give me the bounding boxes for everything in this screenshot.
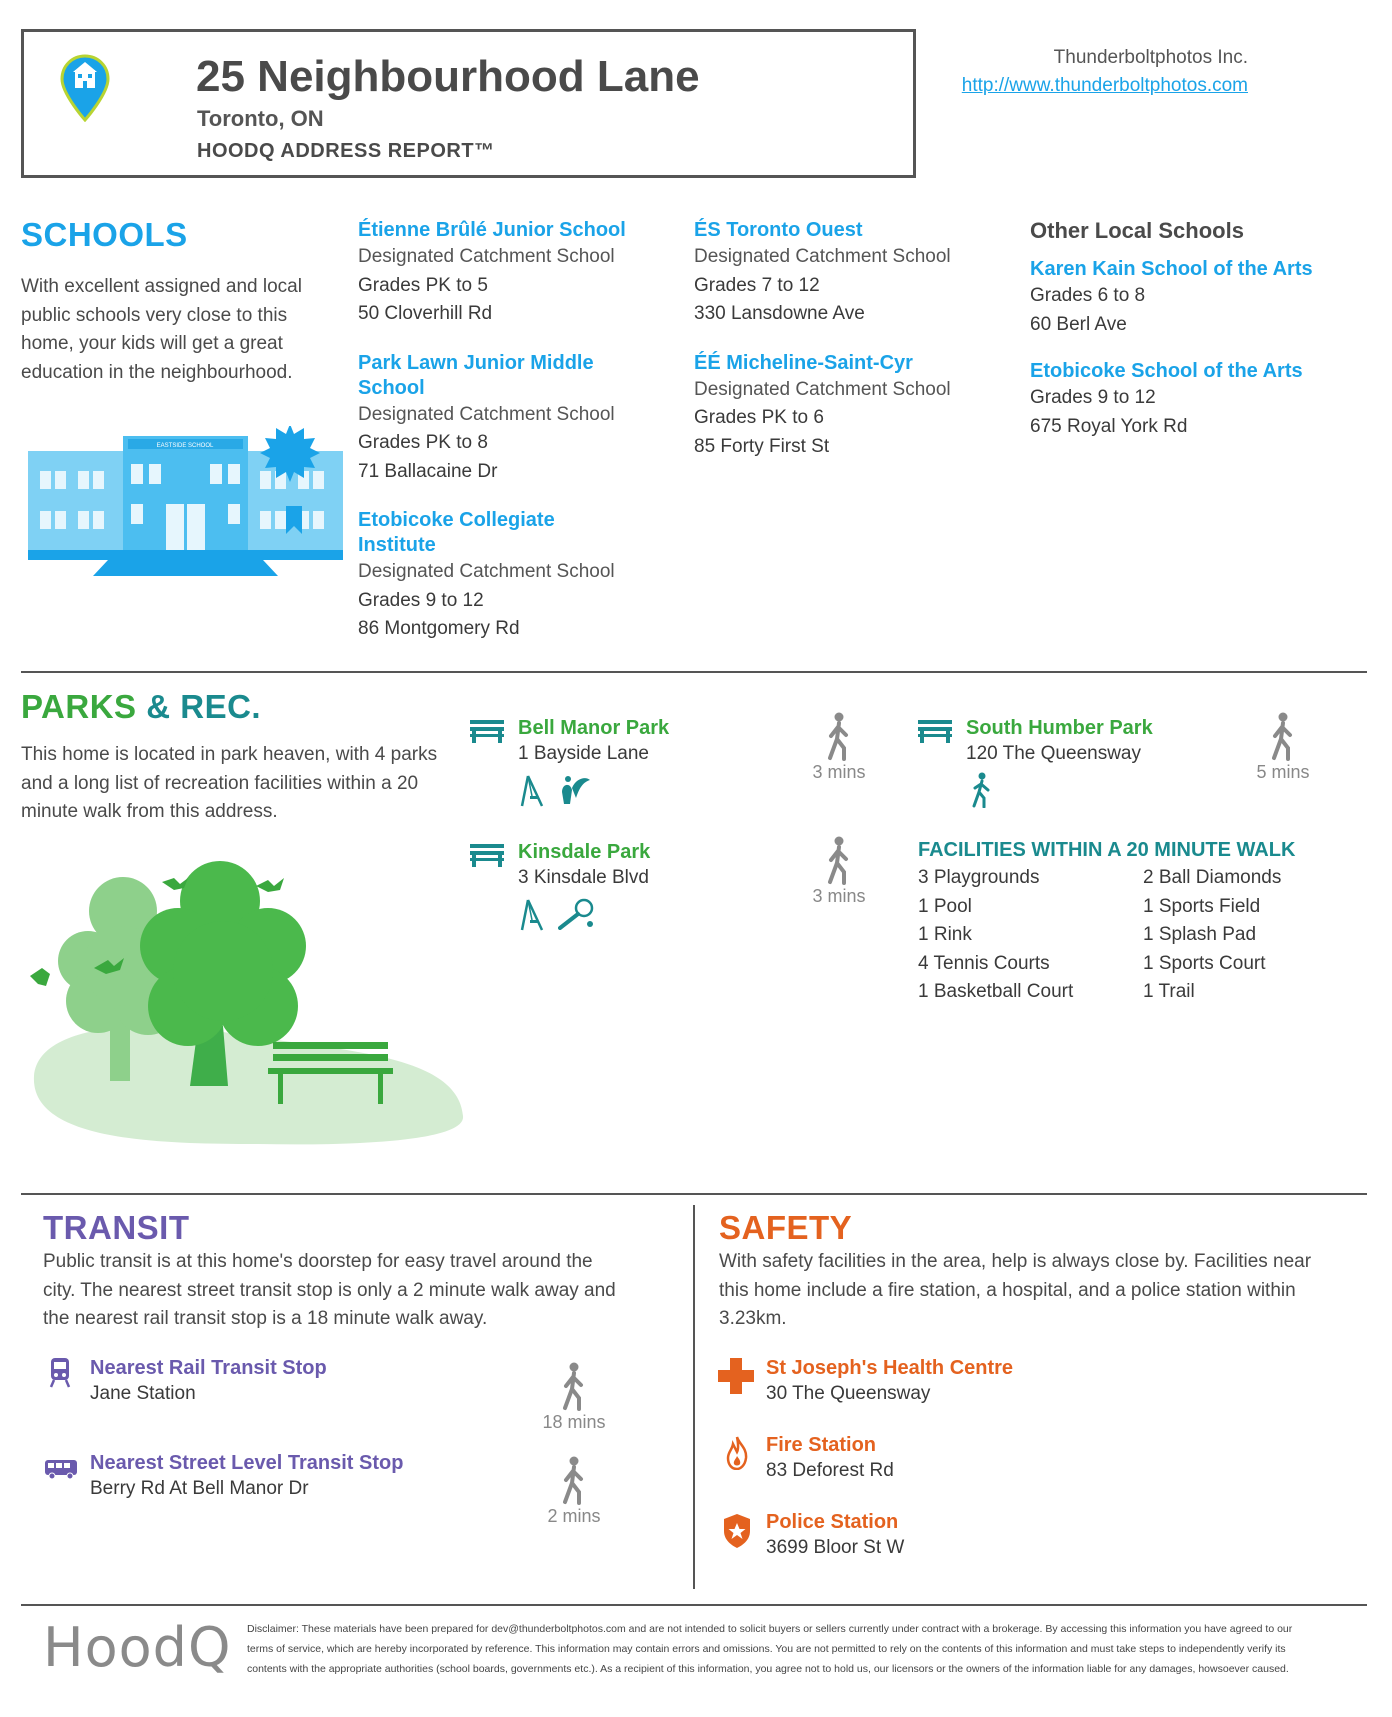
disclaimer-text: [247, 1619, 1367, 1679]
facility-item: 1 Sports Court: [1143, 952, 1266, 974]
walk-time: 5 mins: [1256, 762, 1310, 782]
school-sign-text: EASTSIDE SCHOOL: [156, 443, 214, 449]
school-entry: [694, 351, 994, 462]
section-divider: [21, 1193, 1367, 1195]
school-entry: [358, 508, 678, 644]
police-station-title[interactable]: Police Station: [766, 1511, 899, 1533]
school-address: 71 Ballacaine Dr: [358, 460, 498, 482]
school-list-designated-1: [358, 218, 678, 644]
fire-station-title[interactable]: Fire Station: [766, 1434, 877, 1456]
parks-description-line: This home is located in park heaven, with 4 parks: [21, 744, 438, 765]
school-entry: [1030, 257, 1370, 339]
schools-description-line: education in the neighbourhood.: [21, 361, 293, 383]
walk-time: 3 mins: [812, 762, 866, 782]
park-item-kinsdale: [470, 840, 850, 940]
transit-heading: TRANSIT: [43, 1209, 190, 1246]
school-address: 86 Montgomery Rd: [358, 618, 520, 639]
disclaimer-line: terms of service, which are hereby incorporated by reference. This information may contain errors and omissions. You are not permitted to rely on the contents of this information and must take steps to independently verify its: [247, 1643, 1286, 1655]
walking-person-icon: [1243, 712, 1323, 762]
company-name: Thunderboltphotos Inc.: [1053, 47, 1248, 68]
schools-description-line: public schools very close to this: [21, 304, 288, 326]
park-address: 3 Kinsdale Blvd: [518, 867, 649, 888]
rail-transit-name: Jane Station: [90, 1383, 196, 1404]
playground-icon: [520, 774, 548, 808]
playground-icon: [520, 898, 548, 932]
city-label: Toronto, ON: [197, 106, 324, 131]
section-divider: [21, 671, 1367, 673]
police-badge-icon: [722, 1513, 752, 1549]
disclaimer-line: Disclaimer: These materials have been prepared for dev@thunderboltphotos.com and are not intended to solicit buyers or sellers currently under contract with a brokerage. By accessing this information you have agreed to our: [247, 1623, 1293, 1635]
facility-item: 1 Sports Field: [1143, 895, 1261, 917]
school-list-designated-2: [694, 218, 994, 461]
header-box: [21, 29, 916, 178]
walking-person-icon: [799, 836, 879, 886]
report-title: HOODQ ADDRESS REPORT™: [197, 140, 495, 162]
hoodq-logo: HoodQ: [43, 1616, 232, 1679]
bus-icon: [44, 1458, 78, 1480]
school-address: 85 Forty First St: [694, 435, 830, 457]
school-address: 330 Lansdowne Ave: [694, 303, 865, 324]
school-building-illustration: [28, 426, 346, 576]
facility-item: 1 Splash Pad: [1143, 924, 1257, 945]
school-entry: [358, 218, 678, 329]
police-station-address: 3699 Bloor St W: [766, 1537, 905, 1558]
schools-description-line: home, your kids will get a great: [21, 333, 283, 354]
school-grades: Grades PK to 8: [358, 432, 488, 453]
park-address: 120 The Queensway: [966, 743, 1141, 764]
facility-item: 1 Rink: [918, 924, 972, 945]
walking-person-icon: [799, 712, 879, 762]
facility-item: 4 Tennis Courts: [918, 952, 1050, 974]
parks-description-line: minute walk from this address.: [21, 801, 278, 822]
walk-time: 18 mins: [542, 1412, 606, 1432]
school-type: Designated Catchment School: [358, 561, 615, 582]
walk-time: 2 mins: [547, 1506, 601, 1526]
transit-description: [43, 1248, 683, 1334]
facilities-heading: FACILITIES WITHIN A 20 MINUTE WALK: [918, 839, 1296, 861]
school-grades: Grades 6 to 8: [1030, 285, 1146, 306]
walking-person-icon: [534, 1362, 614, 1412]
walk-indicator: [799, 836, 879, 907]
school-name[interactable]: Etobicoke Collegiate: [358, 509, 555, 531]
street-transit-name: Berry Rd At Bell Manor Dr: [90, 1478, 309, 1499]
school-grades: Grades PK to 6: [694, 407, 824, 428]
park-illustration: [28, 856, 466, 1146]
park-address: 1 Bayside Lane: [518, 743, 649, 764]
trail-icon: [970, 772, 992, 808]
school-name-continued[interactable]: Institute: [358, 534, 436, 556]
train-icon: [49, 1356, 71, 1388]
walk-indicator: [534, 1362, 614, 1433]
facilities-list-1: [918, 864, 1073, 1007]
school-type: Designated Catchment School: [358, 403, 615, 425]
other-schools-heading: Other Local Schools: [1030, 218, 1244, 243]
school-grades: Grades 9 to 12: [1030, 387, 1156, 408]
schools-description-line: With excellent assigned and local: [21, 276, 302, 297]
company-website-link[interactable]: http://www.thunderboltphotos.com: [961, 75, 1248, 96]
column-divider: [693, 1205, 695, 1589]
safety-description: [719, 1248, 1369, 1334]
park-bench-icon: [918, 720, 952, 744]
parks-heading: [21, 688, 261, 726]
hospital-cross-icon: [718, 1358, 754, 1394]
facilities-list-2: [1143, 864, 1281, 1007]
school-name[interactable]: Étienne Brûlé Junior School: [358, 219, 626, 241]
transit-description-line: Public transit is at this home's doorstep for easy travel around the: [43, 1251, 593, 1272]
school-name[interactable]: Park Lawn Junior Middle: [358, 351, 594, 374]
school-name[interactable]: ÉÉ Micheline-Saint-Cyr: [694, 351, 913, 374]
park-bench-icon: [470, 844, 504, 868]
walking-person-icon: [534, 1456, 614, 1506]
home-location-pin-icon: [60, 54, 110, 122]
address-title: 25 Neighbourhood Lane: [196, 52, 700, 101]
facility-item: 1 Pool: [918, 895, 972, 917]
park-name[interactable]: Bell Manor Park: [518, 717, 670, 739]
school-address: 50 Cloverhill Rd: [358, 303, 493, 324]
hospital-title[interactable]: St Joseph's Health Centre: [766, 1357, 1014, 1379]
school-grades: Grades 9 to 12: [358, 589, 484, 611]
school-type: Designated Catchment School: [694, 246, 951, 267]
hospital-address: 30 The Queensway: [766, 1383, 931, 1404]
safety-description-line: With safety facilities in the area, help is always close by. Facilities near: [719, 1251, 1312, 1272]
disclaimer-line: contents with the appropriate authorities (school boards, governments etc.). As a recipient of this information, you agree not to hold us, our licensors or the owners of the information liable for any damages, howsoever caused.: [247, 1663, 1289, 1675]
school-name-continued[interactable]: School: [358, 376, 425, 399]
school-type: Designated Catchment School: [694, 378, 951, 400]
splash-pad-icon: [558, 774, 592, 806]
school-entry: [694, 218, 994, 329]
parks-description-line: and a long list of recreation facilities within a 20: [21, 772, 419, 794]
school-address: 675 Royal York Rd: [1030, 415, 1188, 437]
school-entry: [358, 351, 678, 487]
school-type: Designated Catchment School: [358, 246, 615, 267]
parks-heading-part2: & REC.: [146, 688, 262, 725]
parks-description: [21, 741, 481, 827]
transit-description-line: city. The nearest street transit stop is only a 2 minute walk away and: [43, 1279, 616, 1301]
park-item-bell-manor: [470, 716, 850, 816]
school-name[interactable]: Etobicoke School of the Arts: [1030, 360, 1303, 382]
walk-indicator: [534, 1456, 614, 1527]
walk-time: 3 mins: [812, 886, 866, 906]
facility-item: 3 Playgrounds: [918, 867, 1040, 888]
schools-description: [21, 273, 341, 387]
school-grades: Grades 7 to 12: [694, 274, 820, 296]
rail-transit-title[interactable]: Nearest Rail Transit Stop: [90, 1357, 327, 1379]
street-transit-title[interactable]: Nearest Street Level Transit Stop: [90, 1452, 404, 1474]
fire-icon: [726, 1436, 748, 1470]
school-address: 60 Berl Ave: [1030, 313, 1127, 335]
ball-diamond-icon: [558, 898, 596, 930]
facility-item: 1 Basketball Court: [918, 981, 1074, 1002]
schools-heading: SCHOOLS: [21, 216, 188, 253]
park-item-south-humber: [918, 716, 1238, 816]
park-bench-icon: [470, 720, 504, 744]
school-list-other: [1030, 217, 1370, 441]
transit-description-line: the nearest rail transit stop is a 18 minute walk away.: [43, 1308, 488, 1329]
parks-heading-part1: PARKS: [21, 688, 137, 725]
walk-indicator: [799, 712, 879, 783]
footer-divider: [21, 1604, 1367, 1606]
facility-item: 1 Trail: [1143, 981, 1195, 1002]
safety-heading: SAFETY: [719, 1209, 853, 1246]
school-name[interactable]: ÉS Toronto Ouest: [694, 219, 863, 241]
fire-station-address: 83 Deforest Rd: [766, 1460, 894, 1481]
walk-indicator: [1243, 712, 1323, 783]
facility-item: 2 Ball Diamonds: [1143, 867, 1282, 888]
park-name[interactable]: Kinsdale Park: [518, 841, 651, 863]
safety-description-line: this home include a fire station, a hospital, and a police station within: [719, 1279, 1296, 1301]
safety-description-line: 3.23km.: [719, 1308, 787, 1329]
park-name[interactable]: South Humber Park: [966, 717, 1153, 739]
school-grades: Grades PK to 5: [358, 274, 488, 296]
school-entry: [1030, 359, 1370, 441]
school-name[interactable]: Karen Kain School of the Arts: [1030, 258, 1313, 280]
